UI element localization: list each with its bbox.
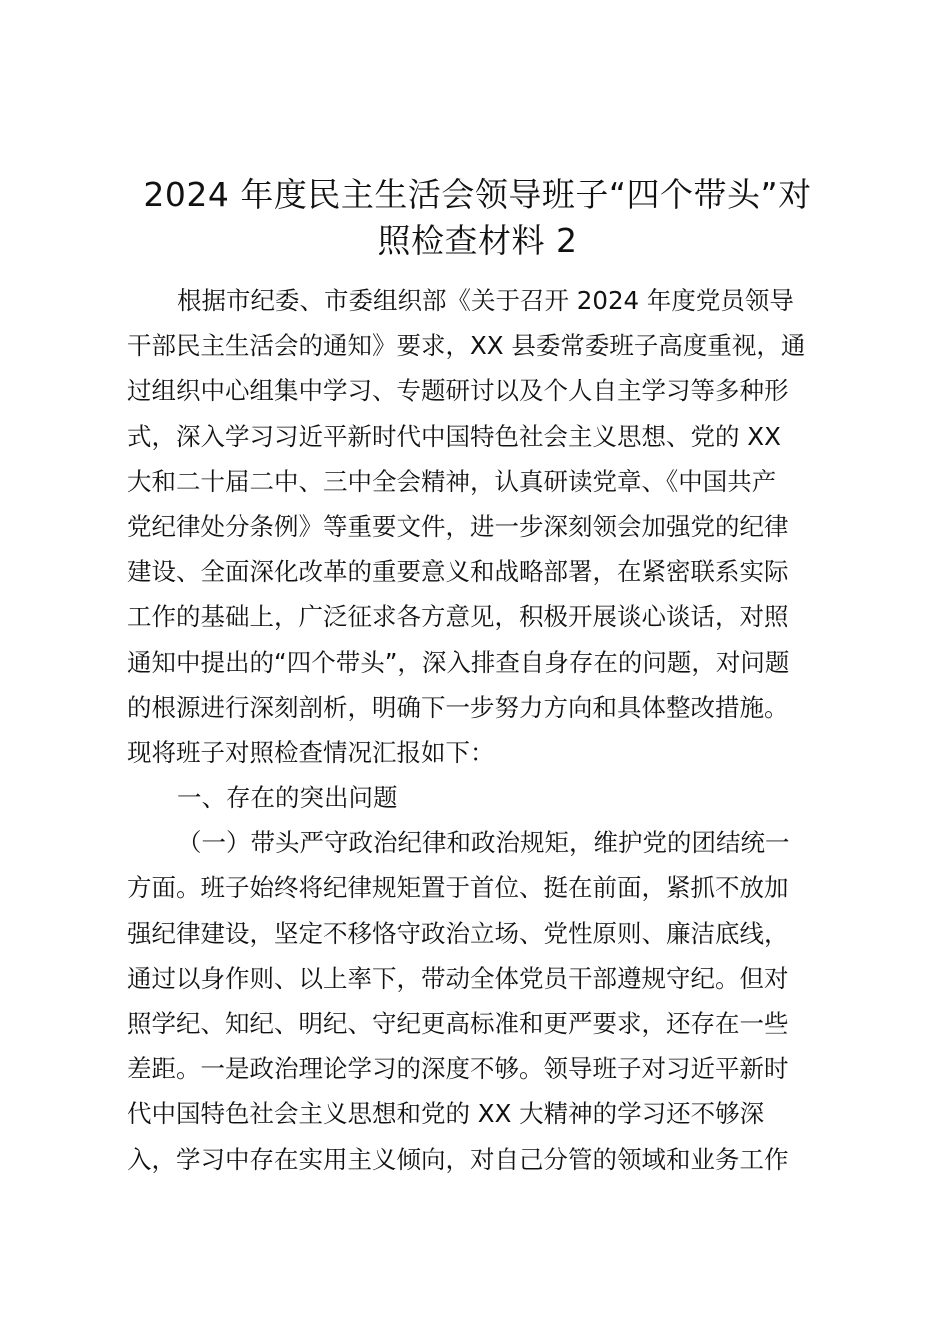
paragraph-line: 通过以身作则、以上率下，带动全体党员干部遵规守纪。但对 xyxy=(127,963,789,993)
paragraph-line: 入，学习中存在实用主义倾向，对自己分管的领域和业务工作 xyxy=(127,1144,789,1174)
document-title xyxy=(125,172,830,264)
paragraph-line: 的根源进行深刻剖析，明确下一步努力方向和具体整改措施。 xyxy=(127,692,789,722)
paragraph-line: 通知中提出的“四个带头”，深入排查自身存在的问题，对问题 xyxy=(127,647,790,677)
paragraph-line: 强纪律建设，坚定不移恪守政治立场、党性原则、廉洁底线， xyxy=(127,918,789,948)
section-heading: 一、存在的突出问题 xyxy=(177,783,398,813)
paragraph-line: 干部民主生活会的通知》要求，XX 县委常委班子高度重视，通 xyxy=(127,331,806,361)
paragraph-line: 大和二十届二中、三中全会精神，认真研读党章、《中国共产 xyxy=(127,466,777,496)
paragraph-line: 过组织中心组集中学习、专题研讨以及个人自主学习等多种形 xyxy=(127,376,789,406)
paragraph-line: 代中国特色社会主义思想和党的 XX 大精神的学习还不够深 xyxy=(127,1099,765,1129)
paragraph-line: 工作的基础上，广泛征求各方意见，积极开展谈心谈话，对照 xyxy=(127,602,789,632)
paragraph-line: 差距。一是政治理论学习的深度不够。领导班子对习近平新时 xyxy=(127,1054,789,1084)
paragraph-line: 建设、全面深化改革的重要意义和战略部署，在紧密联系实际 xyxy=(127,557,789,587)
paragraph-line: 式，深入学习习近平新时代中国特色社会主义思想、党的 XX xyxy=(127,421,781,451)
title-line-1: 2024 年度民主生活会领导班子“四个带头”对 xyxy=(143,175,812,214)
paragraph-line: （一）带头严守政治纪律和政治规矩，维护党的团结统一 xyxy=(177,828,790,858)
paragraph-line: 方面。班子始终将纪律规矩置于首位、挺在前面，紧抓不放加 xyxy=(127,873,789,903)
paragraph-line: 现将班子对照检查情况汇报如下： xyxy=(127,737,495,767)
paragraph-line: 根据市纪委、市委组织部《关于召开 2024 年度党员领导 xyxy=(177,286,794,315)
document-body xyxy=(127,278,827,1182)
title-line-2: 照检查材料 2 xyxy=(377,221,578,260)
paragraph-line: 照学纪、知纪、明纪、守纪更高标准和更严要求，还存在一些 xyxy=(127,1009,789,1038)
paragraph-line: 党纪律处分条例》等重要文件，进一步深刻领会加强党的纪律 xyxy=(127,511,789,541)
